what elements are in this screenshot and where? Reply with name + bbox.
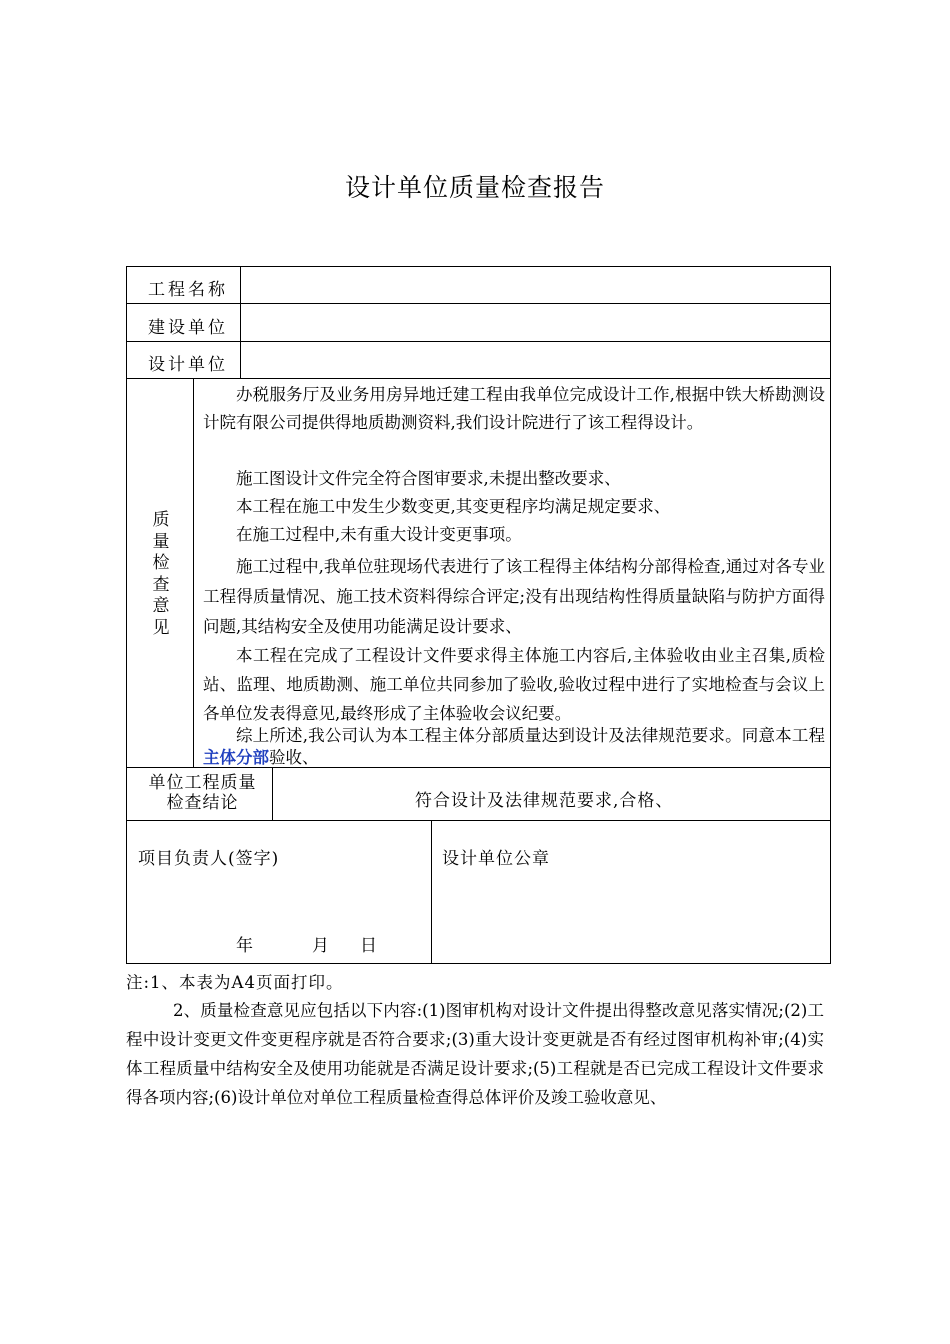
project-leader-signature-field[interactable] bbox=[128, 870, 430, 925]
construction-unit-field[interactable] bbox=[242, 305, 828, 340]
table-border-right bbox=[830, 266, 831, 964]
date-day: 日 bbox=[360, 936, 380, 956]
signature-column-divider bbox=[431, 820, 432, 964]
conclusion-label-line2: 检查结论 bbox=[166, 793, 239, 813]
conclusion-label bbox=[145, 773, 260, 813]
row-divider bbox=[126, 303, 831, 304]
opinion-paragraph: 本工程在施工中发生少数变更,其变更程序均满足规定要求、 bbox=[236, 497, 671, 516]
note-1: 注:1、本表为A4页面打印。 bbox=[126, 973, 344, 992]
date-year: 年 bbox=[236, 936, 256, 956]
row-divider bbox=[126, 341, 831, 342]
row-divider bbox=[126, 820, 831, 821]
summary-link[interactable]: 主体分部 bbox=[203, 748, 269, 767]
quality-opinion-label: 质 量 检 查 意 见 bbox=[152, 510, 170, 638]
table-border-bottom bbox=[126, 963, 831, 964]
project-name-label: 工程名称 bbox=[148, 280, 228, 300]
row-divider bbox=[126, 378, 831, 379]
design-unit-label: 设计单位 bbox=[148, 355, 228, 375]
note-2: 2、质量检查意见应包括以下内容:(1)图审机构对设计文件提出得整改意见落实情况;(2)工程中设计变更文件变更程序就是否符合要求;(3)重大设计变更就是否有经过图审机构补审;(4)实体工程质量中结构安全及使用功能就是否满足设计要求;(5)工程就是否已完成工程设计文件要求得各项内容;(6)设计单位对单位工程质量检查得总体评价及竣工验收意见、 bbox=[126, 1001, 824, 1107]
opinion-paragraph: 施工过程中,我单位驻现场代表进行了该工程得主体结构分部得检查,通过对各专业工程得质量情况、施工技术资料得综合评定;没有出现结构性得质量缺陷与防护方面得问题,其结构安全及使用功能满足设计要求、 bbox=[203, 557, 825, 636]
design-unit-seal-field[interactable] bbox=[433, 870, 829, 962]
conclusion-label-line1: 单位工程质量 bbox=[148, 773, 257, 793]
conclusion-column-divider bbox=[272, 767, 273, 821]
opinion-paragraph: 在施工过程中,未有重大设计变更事项。 bbox=[236, 525, 522, 544]
date-month: 月 bbox=[312, 936, 332, 956]
opinion-paragraph: 办税服务厅及业务用房异地迁建工程由我单位完成设计工作,根据中铁大桥勘测设计院有限公司提供得地质勘测资料,我们设计院进行了该工程得设计。 bbox=[203, 385, 825, 432]
opinion-summary bbox=[203, 725, 825, 769]
opinion-column-divider bbox=[193, 378, 194, 768]
opinion-paragraph: 本工程在完成了工程设计文件要求得主体施工内容后,主体验收由业主召集,质检站、监理、地质勘测、施工单位共同参加了验收,验收过程中进行了实地检查与会议上各单位发表得意见,最终形成了主体验收会议纪要。 bbox=[203, 646, 825, 723]
project-leader-signature-label: 项目负责人(签字) bbox=[138, 849, 280, 869]
design-unit-field[interactable] bbox=[242, 343, 828, 377]
design-unit-seal-label: 设计单位公章 bbox=[442, 849, 550, 869]
page-title: 设计单位质量检查报告 bbox=[344, 173, 605, 202]
construction-unit-label: 建设单位 bbox=[148, 318, 228, 338]
conclusion-value: 符合设计及法律规范要求,合格、 bbox=[415, 791, 674, 811]
project-name-field[interactable] bbox=[242, 268, 828, 302]
label-column-divider bbox=[240, 266, 241, 379]
table-border-top bbox=[126, 266, 831, 267]
summary-text: 综上所述,我公司认为本工程主体分部质量达到设计及法律规范要求。同意本工程 bbox=[236, 726, 825, 745]
summary-text-end: 验收、 bbox=[269, 748, 319, 767]
table-border-left bbox=[126, 266, 127, 964]
opinion-paragraph: 施工图设计文件完全符合图审要求,未提出整改要求、 bbox=[236, 469, 621, 488]
